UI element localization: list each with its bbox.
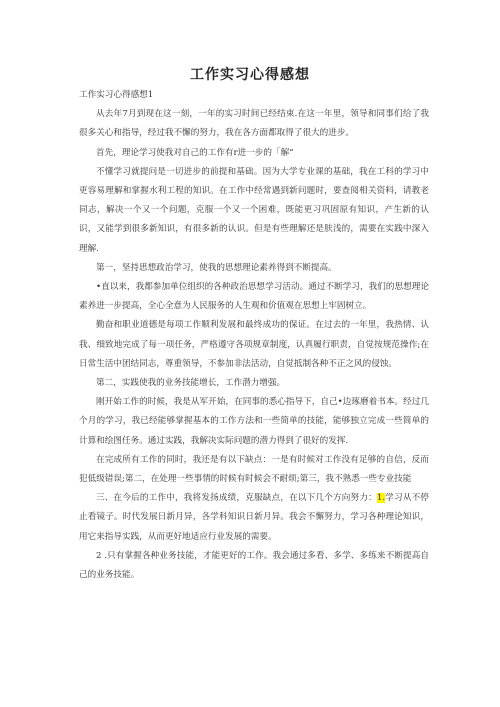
paragraph: 首先，理论学习使我对自己的工作有r进一步的「解“ (96, 147, 294, 158)
paragraph: 第二，实践使我的业务技能增长，工作潜力增强。 (96, 378, 286, 389)
paragraph: 勤奋和职业道德是每项工作顺利发展和最终成功的保证。在过去的一年里，我热情、认我、细致地完成了每一项任务，严格遵守各项规章制度，认真履行职责，自觉按规范操作;在日常生活中团结同志，尊重领导，不参加非法活动，自觉抵制各种不正之风的侵蚀。 (79, 320, 429, 369)
document-subtitle: 工作实习心得感想1 (79, 90, 154, 100)
paragraph: 2 .只有掌握各种业务技能，才能更好的工作。我会通过多看、多学、多练来不断提高自己的业务技能。 (79, 550, 429, 581)
paragraph: 在完成所有工作的同时，我还是有以下缺点：一是有时候对工作没有足够的自信，反而犯低级错误;第二，在处理一些事情的时候有时候会不耐烦;第三，我不熟悉一些专业技能 (79, 454, 429, 485)
paragraph: 从去年7月到现在这一刻，一年的实习时间已经结束.在这一年里，领导和同事们给了我很多关心和指导，经过我不懈的努力，我在各方面都取得了很大的进步。 (79, 109, 429, 139)
document-title: 工作实习心得感想 (190, 67, 310, 83)
paragraph: 不懂学习就提问是一切进步的前提和基础。因为大学专业课的基础，我在工科的学习中更容易理解和掌握水利工程的知识。在工作中经常遇到新问题时，要查阅相关资料，请教老同志，解决一个又一个问题，克服一个又一个困难，既能更习巩固原有知识，产生新的认识，又能学到很多新知识，有很多新的认识。但是有些理解还是肤浅的，需要在实践中深入理解. (79, 166, 429, 254)
highlighted-number: 1. (376, 493, 386, 504)
paragraph: 第一，坚持思想政治学习，使我的思想理论素养得到不断提高。 (96, 262, 337, 273)
paragraph-text: 学习从不停止看镜子。时代发展日新月异，各学科知识日新月异。我会不懈努力，学习各种理论知识，用它来指导实践，从而更好地适应行业发展的需要。 (79, 493, 429, 542)
paragraph-with-highlight (79, 489, 429, 547)
document-body (79, 86, 429, 585)
paragraph-text: 三、在今后的工作中，我将发扬成绩，克服缺点，在以下几个方向努力： (96, 493, 377, 504)
paragraph: •直以来，我都参加单位组织的各种政治思想学习活动。通过不断学习，我们的思想理论素养进一步提高，全心全意为人民服务的人生观和价值观在思想上牢固树立。 (79, 282, 429, 312)
paragraph: 刚开始工作的时候，我是从军开始，在同事的悉心指导下，自己•边琢磨着书本。经过几个月的学习，我已经能够掌握基本的工作方法和一些简单的技能，能够独立完成一些简单的计算和绘图任务。通过实践，我解决实际问题的潜力得到了很好的发挥. (79, 397, 429, 446)
